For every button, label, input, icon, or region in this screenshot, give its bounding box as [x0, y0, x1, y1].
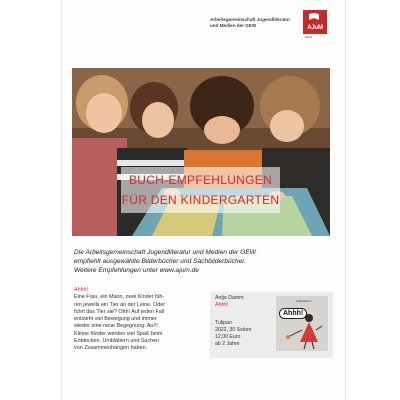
review-line-4: entsteht viel Bewegung und immer: [74, 316, 157, 323]
book-author: Antje Damm: [215, 295, 244, 301]
ajum-logo: [303, 10, 327, 39]
review-line-2: ren jeweils ein Tier an der Leine. Oder: [74, 301, 166, 308]
logo-subtext: GEW: [305, 35, 313, 39]
org-name-line2: und Medien der GEW: [210, 23, 257, 28]
review-line-3: führt das Tier sie? Ohh! Auf jeden Fall: [74, 308, 165, 315]
intro-line-3: Weitere Empfehlungen unter www.ajum.de: [74, 267, 199, 275]
intro-line-2: empfiehlt ausgewählte Bilderbücher und Sachbilderbücher.: [74, 258, 247, 266]
book-review: [74, 287, 194, 353]
title-line-1: BUCH-EMPFEHLUNGEN: [128, 173, 273, 187]
book-title: Ahhh!: [215, 302, 229, 309]
title-box: [121, 167, 280, 213]
review-line-5: wieder eine neue Begegnung: Au!!!: [74, 323, 158, 330]
photo-credit: Foto: Michael Reeb/Jomi: [69, 196, 73, 230]
book-details: [215, 295, 271, 349]
logo-text: AJuM: [307, 25, 323, 31]
book-age: ab 2 Jahre: [215, 341, 240, 348]
review-line-8: von Zusammenhängen haben.: [74, 345, 148, 352]
cover-author: Antje Damm: [296, 299, 312, 303]
cover-illustration: [276, 296, 328, 351]
review-line-1: Eine Frau, ein Mann, zwei Kinder füh-: [74, 294, 165, 301]
book-icon: [308, 13, 320, 21]
intro-text: [74, 248, 334, 276]
book-info-box: [210, 292, 333, 358]
book-price: 12,00 Euro: [215, 334, 241, 341]
book-cover: [276, 296, 328, 351]
review-line-6: Kleine Kinder werden viel Spaß beim: [74, 330, 163, 337]
book-publisher: Tulipan: [215, 319, 232, 326]
title-line-2: FÜR DEN KINDERGARTEN: [121, 193, 280, 207]
review-line-7: Entdecken, Umblättern und Suchen: [74, 338, 160, 345]
book-year-pages: 2022, 30 Seiten: [215, 326, 252, 333]
org-name-line1: Arbeitsgemeinschaft Jugendliteratur: [210, 17, 291, 22]
intro-line-1: Die Arbeitsgemeinschaft Jugendliteratur und Medien der GEW: [74, 249, 256, 256]
cover-title: Ahhh!: [279, 308, 307, 319]
review-title: Ahhh!: [74, 287, 89, 293]
